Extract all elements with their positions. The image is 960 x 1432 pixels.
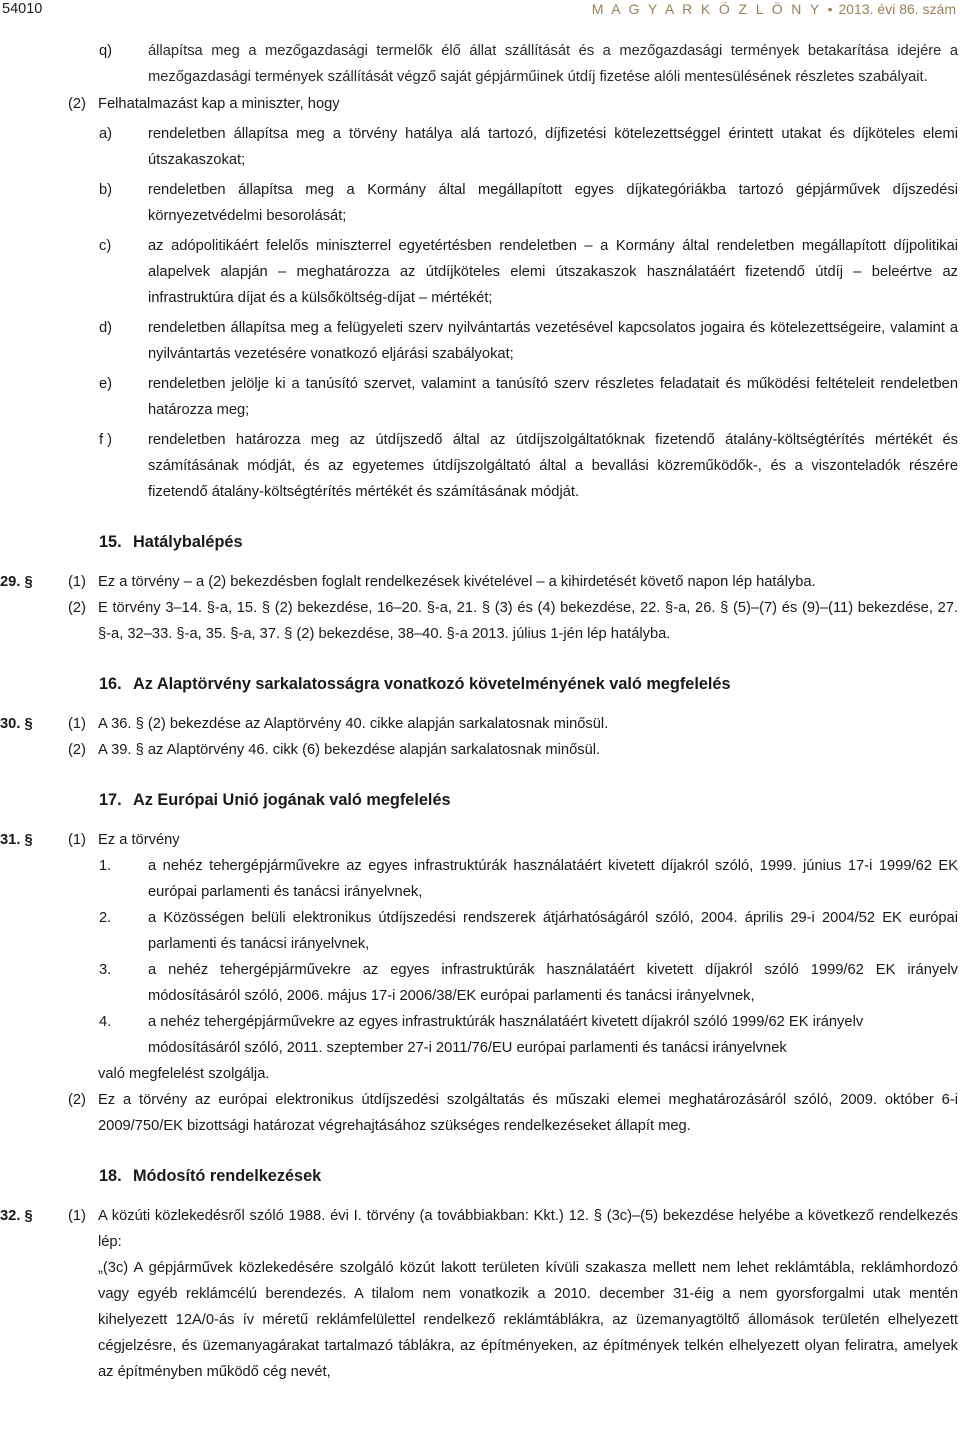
item-label: c) <box>99 238 112 254</box>
item-text: állapítsa meg a mezőgazdasági termelők élő állat szállítását és a mezőgazdasági termények betakarítása idejére a mezőgazdasági termények szállítását végző saját gépjárműinek útdíj fizetése alóli mentesülésének részletes szabályait. <box>148 43 958 85</box>
section <box>0 569 960 595</box>
chapter-number: 16. <box>99 675 122 693</box>
closing-text: való megfelelést szolgálja. <box>98 1066 270 1082</box>
list-item <box>0 427 960 505</box>
publication-name: M A G Y A R K Ö Z L Ö N Y <box>591 1 822 17</box>
issue-number: 2013. évi 86. szám <box>838 1 956 17</box>
list-item <box>0 177 960 229</box>
document-body <box>0 38 960 1385</box>
list-item <box>0 853 960 905</box>
page-header <box>0 0 960 22</box>
list-item <box>0 957 960 1009</box>
paragraph-label: (2) <box>68 96 86 112</box>
section-number: 32. § <box>0 1208 33 1224</box>
paragraph <box>0 91 960 117</box>
section <box>0 711 960 737</box>
item-text: a nehéz tehergépjárművekre az egyes infrastruktúrák használatáért kivetett díjakról szóló, 1999. június 17-i 1999/62 EK európai parlamenti és tanácsi irányelvnek, <box>148 858 958 900</box>
list-item <box>0 38 960 90</box>
quoted-provision: „(3c) A gépjárművek közlekedésére szolgáló közút lakott területen kívüli szakasza mellett nem lehet reklámtábla, reklámhordozó vagy egyéb reklámcélú berendezés. A tilalom nem vonatkozik a 2010. december 31-éig a nem gyorsforgalmi utak mentén kihelyezett 12A/0-ás ív méretű reklámfelülettel rendelkező reklámtáblákra, az üzemanyagtöltő állomások területén elhelyezett cégjelzésre, és üzemanyagárakat tartalmazó táblákra, az építményeken, az építmények telkén elhelyezett olyan feliratra, amelyek az építményben működő cég nevét, <box>98 1260 958 1380</box>
paragraph-text: Felhatalmazást kap a miniszter, hogy <box>98 96 340 112</box>
item-label: b) <box>99 182 113 198</box>
chapter-number: 15. <box>99 533 122 551</box>
paragraph <box>0 595 960 647</box>
chapter-title: Az Európai Unió jogának való megfelelés <box>133 791 451 809</box>
section-number: 30. § <box>0 716 33 732</box>
chapter-number: 18. <box>99 1167 122 1185</box>
paragraph-label: (2) <box>68 600 86 616</box>
chapter-number: 17. <box>99 791 122 809</box>
chapter-title: Az Alaptörvény sarkalatosságra vonatkozó követelményének való megfelelés <box>133 675 731 693</box>
item-label: f ) <box>99 432 113 448</box>
paragraph-text: E törvény 3–14. §-a, 15. § (2) bekezdése, 16–20. §-a, 21. § (3) és (4) bekezdése, 22. §-a, 26. § (5)–(7) és (9)–(11) bekezdése, 27. §-a, 32–33. §-a, 35. §-a, 37. § (2) bekezdése, 38–40. §-a 2013. július 1-jén lép hatályba. <box>98 600 958 642</box>
list-item <box>0 371 960 423</box>
list-item <box>0 121 960 173</box>
chapter-heading <box>99 671 960 697</box>
page-number: 54010 <box>2 1 43 17</box>
item-label: d) <box>99 320 113 336</box>
paragraph-text: Ez a törvény az európai elektronikus útdíjszedési szolgáltatás és műszaki elemei meghatározásáról szóló, 2009. október 6-i 2009/750/EK bizottsági határozat végrehajtásához szükséges rendelkezéseket állapít meg. <box>98 1092 958 1134</box>
section <box>0 1203 960 1255</box>
paragraph-label: (1) <box>68 574 86 590</box>
paragraph-label: (2) <box>68 1092 86 1108</box>
paragraph <box>0 737 960 763</box>
item-text: rendeletben állapítsa meg a felügyeleti szerv nyilvántartás vezetésével kapcsolatos jogaira és kötelezettségeire, valamint a nyilvántartás vezetésére vonatkozó eljárási szabályokat; <box>148 320 958 362</box>
paragraph-label: (2) <box>68 742 86 758</box>
item-label: 2. <box>99 910 112 926</box>
paragraph-text: A közúti közlekedésről szóló 1988. évi I. törvény (a továbbiakban: Kkt.) 12. § (3c)–(5) bekezdése helyébe a következő rendelkezés lép: <box>98 1208 958 1250</box>
chapter-heading <box>99 787 960 813</box>
chapter-title: Hatálybalépés <box>133 533 243 551</box>
paragraph-label: (1) <box>68 832 86 848</box>
paragraph-label: (1) <box>68 716 86 732</box>
item-text: rendeletben állapítsa meg a Kormány által megállapított egyes díjkategóriákba tartozó gépjárművek díjszedési környezetvédelmi besorolását; <box>148 182 958 224</box>
paragraph-text: A 39. § az Alaptörvény 46. cikk (6) bekezdése alapján sarkalatosnak minősül. <box>98 742 601 758</box>
item-label: e) <box>99 376 113 392</box>
section <box>0 827 960 853</box>
item-text: rendeletben jelölje ki a tanúsító szervet, valamint a tanúsító szerv részletes feladatait és működési feltételeit rendeletben határozza meg; <box>148 376 958 418</box>
item-label: 4. <box>99 1014 112 1030</box>
item-text: rendeletben állapítsa meg a törvény hatálya alá tartozó, díjfizetési kötelezettséggel érintett utakat és díjköteles elemi útszakaszokat; <box>148 126 958 168</box>
chapter-heading <box>99 1163 960 1189</box>
running-title <box>592 1 956 17</box>
bullet-separator: • <box>827 1 833 17</box>
item-text: a nehéz tehergépjárművekre az egyes infrastruktúrák használatáért kivetett díjakról szóló 1999/62 EK irányelv módosításáról szóló, 2006. május 17-i 2006/38/EK európai parlamenti és tanácsi irányelvnek, <box>148 962 958 1004</box>
item-label: a) <box>99 126 113 142</box>
item-text: a Közösségen belüli elektronikus útdíjszedési rendszerek átjárhatóságáról szóló, 2004. április 29-i 2004/52 EK európai parlamenti és tanácsi irányelvnek, <box>148 910 958 952</box>
list-item <box>0 905 960 957</box>
item-text: a nehéz tehergépjárművekre az egyes infrastruktúrák használatáért kivetett díjakról szóló 1999/62 EK irányelv módosításáról szóló, 2011. szeptember 27-i 2011/76/EU európai parlamenti és tanácsi irányelvnek <box>148 1014 864 1056</box>
paragraph-text: Ez a törvény <box>98 832 180 848</box>
item-label: 1. <box>99 858 112 874</box>
paragraph-text: Ez a törvény – a (2) bekezdésben foglalt rendelkezések kivételével – a kihirdetését követő napon lép hatályba. <box>98 574 816 590</box>
paragraph-label: (1) <box>68 1208 86 1224</box>
item-text: az adópolitikáért felelős miniszterrel egyetértésben rendeletben – a Kormány által rendeletben megállapított díjpolitikai alapelvek alapján – meghatározza az útdíjköteles elemi útszakaszok használatáért fizetendő útdíj – beleértve az infrastruktúra díjat és a külsőköltség-díjat – mértékét; <box>148 238 958 306</box>
item-text: rendeletben határozza meg az útdíjszedő által az útdíjszolgáltatóknak fizetendő átalány-költségtérítés mértékét és számításának módját, és az egyetemes útdíjszolgáltató által a bevallási közreműködők-, és a viszonteladók részére fizetendő átalány-költségtérítés mértékét és számításának módját. <box>148 432 958 500</box>
paragraph <box>0 1087 960 1139</box>
chapter-title: Módosító rendelkezések <box>133 1167 322 1185</box>
item-label: 3. <box>99 962 112 978</box>
section-number: 31. § <box>0 832 33 848</box>
chapter-heading <box>99 529 960 555</box>
paragraph-text: A 36. § (2) bekezdése az Alaptörvény 40. cikke alapján sarkalatosnak minősül. <box>98 716 609 732</box>
list-item <box>0 233 960 311</box>
item-label: q) <box>99 43 113 59</box>
section-number: 29. § <box>0 574 33 590</box>
list-item <box>0 315 960 367</box>
list-item <box>0 1009 960 1061</box>
